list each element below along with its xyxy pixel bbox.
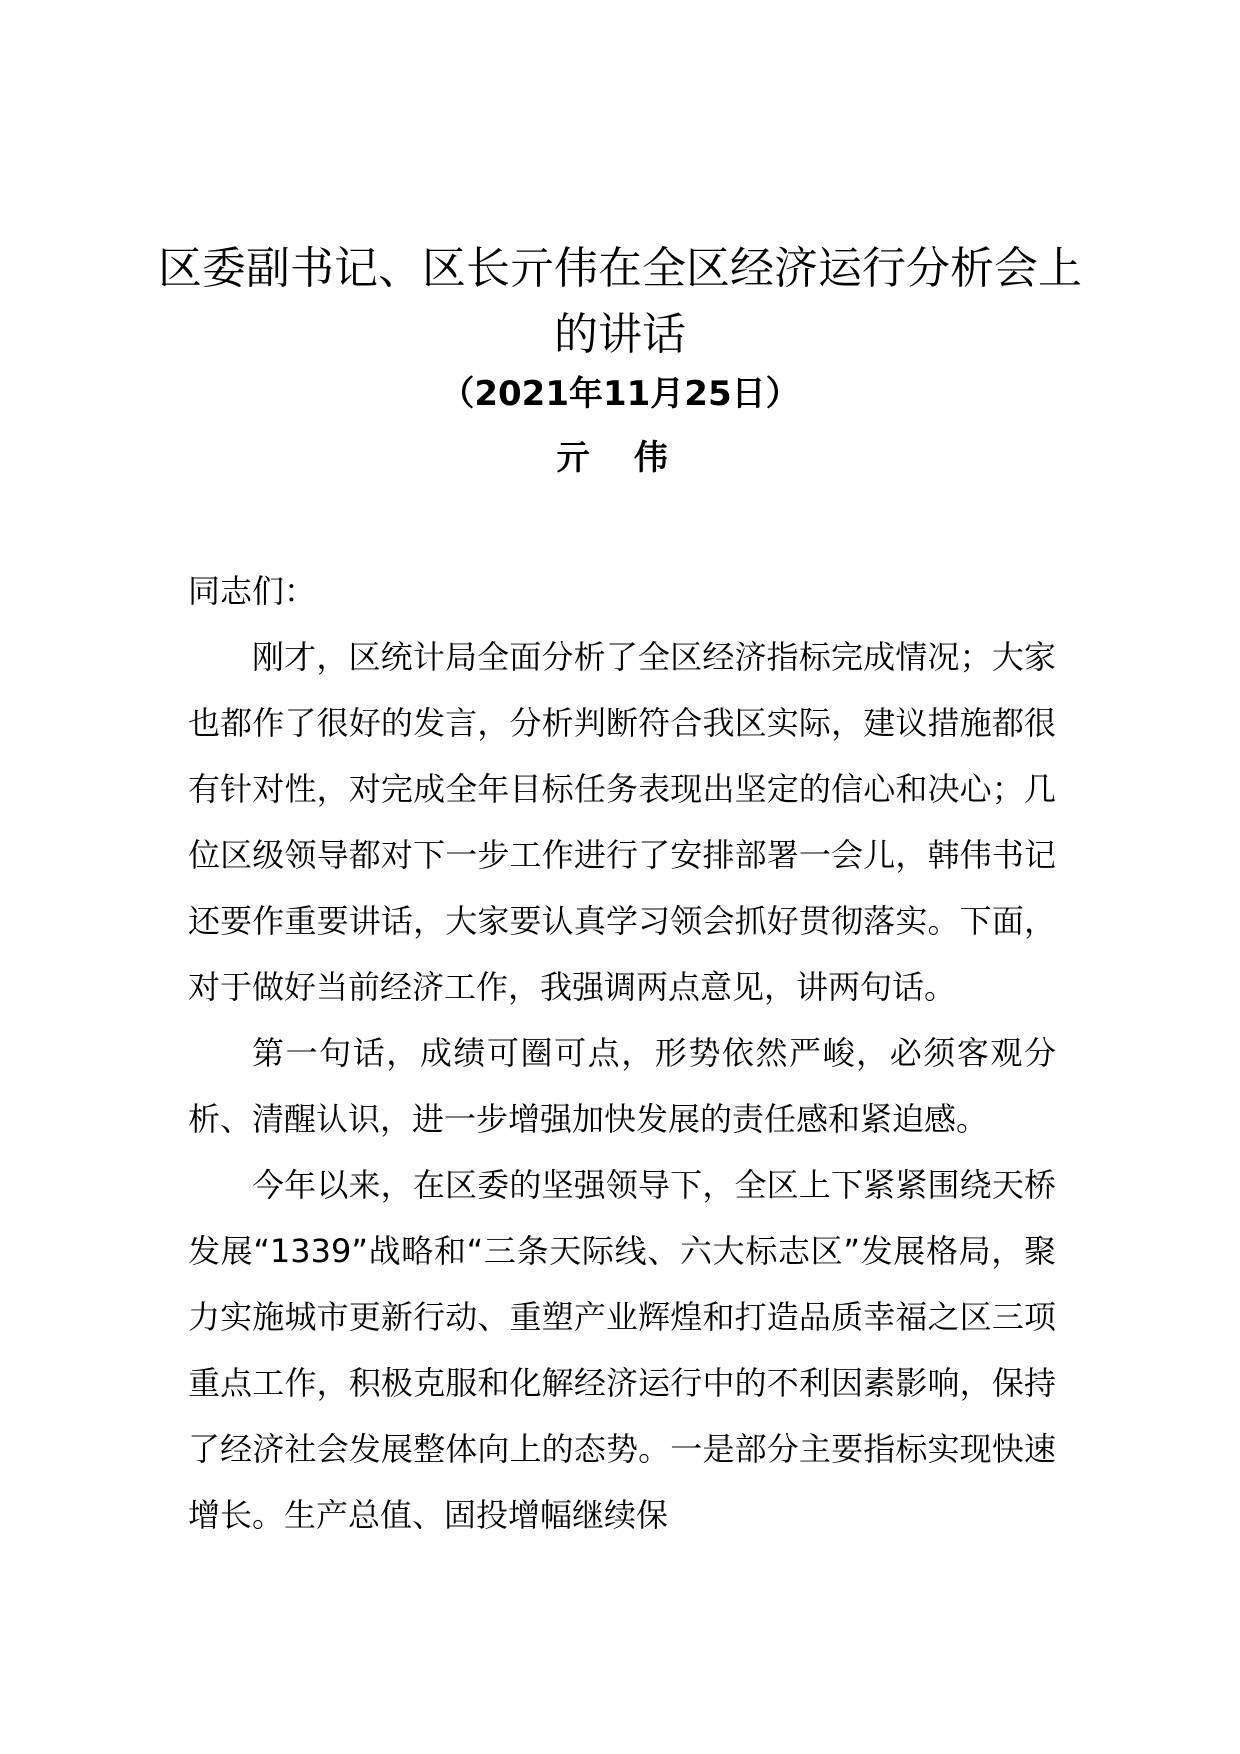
speech-body [188,558,1056,1548]
paragraph-first-point: 第一句话，成绩可圈可点，形势依然严峻，必须客观分析、清醒认识，进一步增强加快发展的责任感和紧迫感。 [188,1034,1056,1138]
speaker-name: 亓 伟 [556,438,684,478]
salutation: 同志们： [188,572,317,610]
speech-date: （2021年11月25日） [440,374,800,414]
paragraph-review: 今年以来，在区委的坚强领导下，全区上下紧紧围绕天桥发展“1339”战略和“三条天际线、六大标志区”发展格局，聚力实施城市更新行动、重塑产业辉煌和打造品质幸福之区三项重点工作，积极克服和化解经济运行中的不利因素影响，保持了经济社会发展整体向上的态势。一是部分主要指标实现快速增长。生产总值、固投增幅继续保 [188,1166,1056,1534]
paragraph-opening: 刚才，区统计局全面分析了全区经济指标完成情况；大家也都作了很好的发言，分析判断符合我区实际，建议措施都很有针对性，对完成全年目标任务表现出坚定的信心和决心；几位区级领导都对下一步工作进行了安排部署一会儿，韩伟书记还要作重要讲话，大家要认真学习领会抓好贯彻落实。下面，对于做好当前经济工作，我强调两点意见，讲两句话。 [188,638,1056,1006]
document-title: 区委副书记、区长亓伟在全区经济运行分析会上的讲话 [158,243,1082,360]
